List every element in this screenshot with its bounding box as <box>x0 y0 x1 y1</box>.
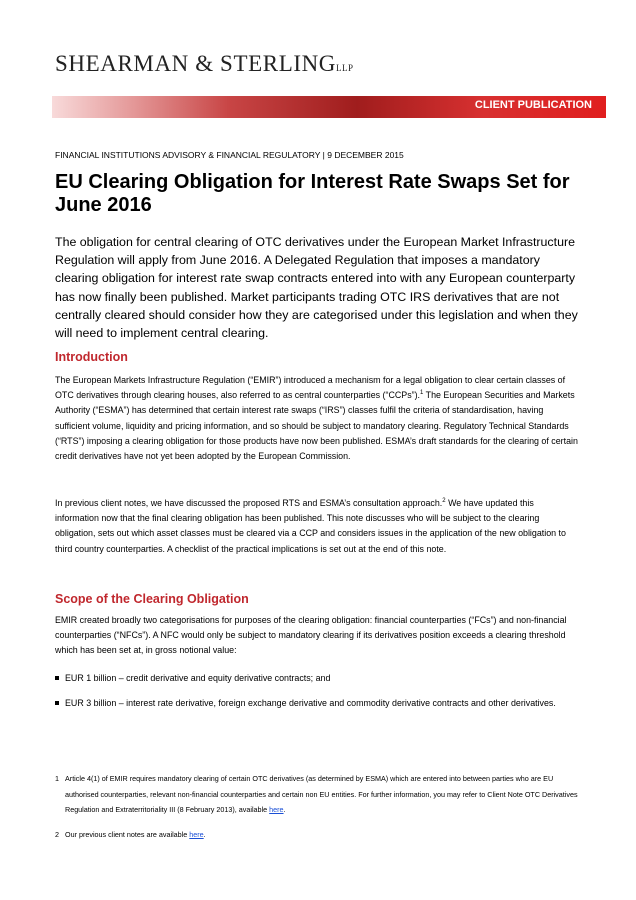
footnote-2-link[interactable]: here <box>189 830 204 839</box>
firm-logo: SHEARMAN & STERLINGLLP <box>55 51 354 76</box>
banner-label: CLIENT PUBLICATION <box>474 99 592 111</box>
bullet-item <box>55 696 580 711</box>
footnote-ref-1[interactable]: 1 <box>420 390 424 397</box>
bullet-item <box>55 671 580 686</box>
bullet-marker <box>55 676 59 680</box>
lead-paragraph: The obligation for central clearing of OTC derivatives under the European Market Infrastructure Regulation will apply from June 2016. A Delegated Regulation that imposes a mandatory clearing obligation for interest rate swap contracts entered into with any European counterparty has now finally been published. Market participants trading OTC IRS derivatives that are not centrally cleared should consider how they are categorised under this legislation and when they will need to implement central clearing. <box>55 235 578 341</box>
publication-banner <box>52 96 606 118</box>
footnote-1: 1 Article 4(1) of EMIR requires mandatory clearing of certain OTC derivatives (as determined by ESMA) which are entered into between parties who are EU authorised counterparties, relevant non-financial counterparties and certain non EU entities. For further information, you may refer to Client Note OTC Derivatives Regulation and Extraterritoriality III (8 February 2013), available here. <box>55 771 580 818</box>
footnote-2: 2 Our previous client notes are available here. <box>55 827 580 843</box>
footnote-1-link[interactable]: here <box>269 805 284 814</box>
bullet-text: EUR 3 billion – interest rate derivative, foreign exchange derivative and commodity derivative contracts and other derivatives. <box>65 698 556 708</box>
document-title: EU Clearing Obligation for Interest Rate Swaps Set for June 2016 <box>55 171 570 216</box>
bullet-text: EUR 1 billion – credit derivative and equity derivative contracts; and <box>65 673 331 683</box>
bullet-marker <box>55 701 59 705</box>
footnote-ref-2[interactable]: 2 <box>442 498 446 504</box>
section-heading-scope: Scope of the Clearing Obligation <box>55 592 249 606</box>
intro-paragraph-2: In previous client notes, we have discussed the proposed RTS and ESMA’s consultation approach.$^2$ We have updated this information now that the final clearing obligation has been published. This note discusses who will be subject to the clearing obligation, sets out which asset classes must be cleared via a CCP and considers issues in the application of the new obligation to third country counterparties. A checklist of the practical implications is set out at the end of this note. <box>55 498 566 554</box>
footnote-number: 2 <box>55 830 59 839</box>
footnote-number: 1 <box>55 774 59 783</box>
practice-date-line: FINANCIAL INSTITUTIONS ADVISORY & FINANCIAL REGULATORY | 9 DECEMBER 2015 <box>55 150 404 160</box>
scope-paragraph: EMIR created broadly two categorisations for purposes of the clearing obligation: financial counterparties (“FCs”) and non-financial counterparties (“NFCs”). A NFC would only be subject to mandatory clearing if its derivatives position exceeds a clearing threshold which has been set at, in gross notional value: <box>55 615 567 656</box>
logo-suffix: LLP <box>336 63 354 73</box>
section-heading-introduction: Introduction <box>55 350 128 364</box>
intro-paragraph-1: The European Markets Infrastructure Regulation (“EMIR”) introduced a mechanism for a legal obligation to clear certain classes of OTC derivatives through clearing houses, also referred to as central counterparties (“CCPs”).$^1$ The European Securities and Markets Authority (“ESMA”) has determined that certain interest rate swaps (“IRS”) classes fulfil the criteria of standardisation, having sufficient volume, liquidity and pricing information, and so should be subject to mandatory clearing. Regulatory Technical Standards (“RTS”) imposing a clearing obligation for those products have now been published. ESMA’s draft standards for the clearing of certain credit derivatives have not yet been adopted by the European Commission. <box>55 375 578 462</box>
